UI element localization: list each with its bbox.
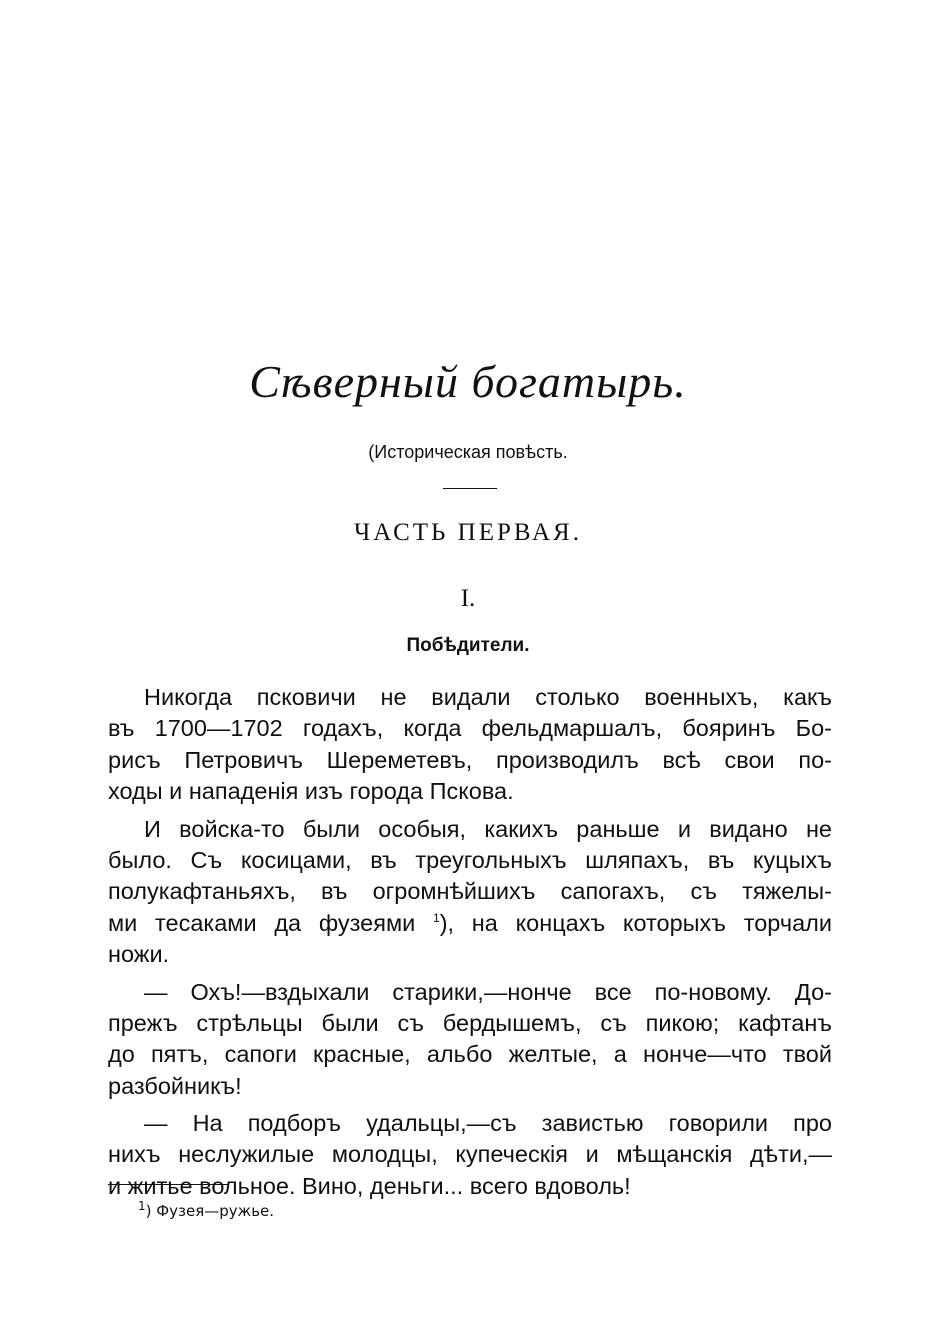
text-segment: ), на концахъ которыхъ торчали bbox=[439, 909, 832, 936]
text-line: Никогда псковичи не видали столько военныхъ, какъ bbox=[144, 684, 832, 710]
paragraph bbox=[108, 682, 832, 808]
text-line-with-footnote bbox=[108, 908, 832, 939]
text-line: разбойникъ! bbox=[108, 1072, 242, 1099]
text-line: ходы и нападенія изъ города Пскова. bbox=[108, 778, 514, 805]
text-line: И войска-то были особыя, какихъ раньше и видано не bbox=[144, 815, 832, 842]
text-line: нихъ неслужилые молодцы, купеческія и мѣщанскія дѣти,— bbox=[108, 1141, 832, 1168]
footnote-marker: 1 bbox=[138, 1199, 146, 1213]
text-line: въ 1700—1702 годахъ, когда фельдмаршалъ, бояринъ Бо- bbox=[108, 715, 832, 742]
paragraph bbox=[108, 977, 832, 1103]
footnote bbox=[138, 1200, 274, 1222]
paragraph bbox=[108, 814, 832, 971]
footnote-text: ) Фузея—ружье. bbox=[145, 1202, 275, 1220]
title-divider bbox=[443, 488, 497, 489]
text-line: — Охъ!—вздыхали старики,—нонче все по-новому. До- bbox=[144, 978, 832, 1005]
part-heading: ЧАСТЬ ПЕРВАЯ. bbox=[354, 519, 582, 546]
text-segment: ми тесаками да фузеями bbox=[108, 909, 416, 936]
text-line: до пятъ, сапоги красные, альбо желтые, а нонче—что твой bbox=[108, 1041, 832, 1068]
text-line: было. Съ косицами, въ треугольныхъ шляпахъ, въ куцыхъ bbox=[108, 846, 832, 873]
paragraph bbox=[108, 1108, 832, 1202]
footnote-reference: 1 bbox=[433, 910, 440, 925]
body-text bbox=[108, 682, 832, 1202]
text-line: и житье вольное. Вино, деньги... всего вдоволь! bbox=[108, 1172, 631, 1199]
story-subtitle: (Историческая повѣсть. bbox=[368, 442, 568, 462]
text-line: ножи. bbox=[108, 941, 170, 968]
chapter-number: I. bbox=[460, 585, 476, 612]
footnote-divider bbox=[108, 1184, 228, 1185]
text-line: прежъ стрѣльцы были съ бердышемъ, съ пикою; кафтанъ bbox=[108, 1009, 832, 1036]
text-line: — На подборъ удальцы,—съ завистью говорили про bbox=[144, 1110, 832, 1137]
text-line: рисъ Петровичъ Шереметевъ, производилъ всѣ свои по- bbox=[108, 746, 832, 773]
chapter-title: Побѣдители. bbox=[406, 635, 530, 656]
story-title: Сѣверный богатырь. bbox=[249, 356, 687, 407]
text-line: полукафтаньяхъ, въ огромнѣйшихъ сапогахъ, съ тяжелы- bbox=[108, 878, 832, 905]
